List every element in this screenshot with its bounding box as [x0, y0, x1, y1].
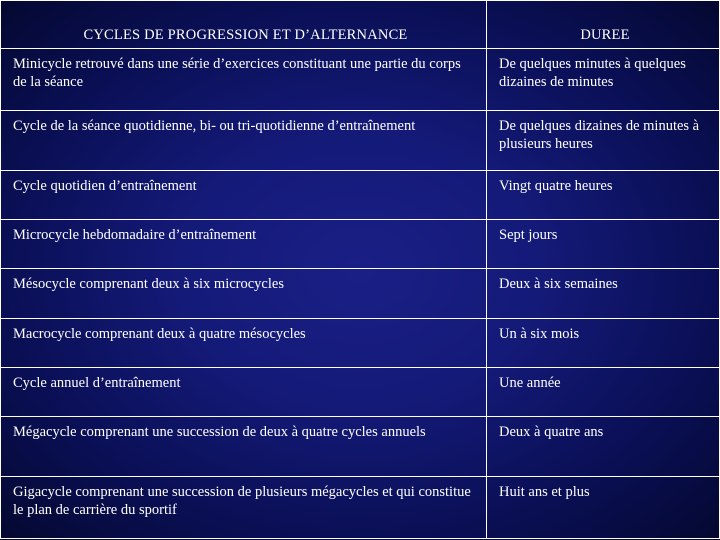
duration-cell: De quelques minutes à quelques dizaines de minutes: [487, 49, 720, 111]
cycle-cell: Cycle de la séance quotidienne, bi- ou tri-quotidienne d’entraînement: [1, 111, 487, 170]
duration-cell: De quelques dizaines de minutes à plusieurs heures: [487, 111, 720, 170]
duration-cell: Un à six mois: [487, 318, 720, 367]
table-row: [1, 476, 720, 538]
table-row: [1, 269, 720, 318]
table-row: [1, 111, 720, 170]
table-row: [1, 417, 720, 476]
table-row: [1, 170, 720, 219]
duration-cell: Deux à six semaines: [487, 269, 720, 318]
table-row: [1, 318, 720, 367]
cycle-cell: Gigacycle comprenant une succession de plusieurs mégacycles et qui constitue le plan de carrière du sportif: [1, 476, 487, 538]
header-duree: DUREE: [487, 1, 720, 49]
duration-cell: Sept jours: [487, 220, 720, 269]
cycle-cell: Mésocycle comprenant deux à six microcycles: [1, 269, 487, 318]
cycle-cell: Cycle quotidien d’entraînement: [1, 170, 487, 219]
table-row: [1, 49, 720, 111]
cycle-cell: Macrocycle comprenant deux à quatre mésocycles: [1, 318, 487, 367]
table-row: [1, 367, 720, 416]
table-row: [1, 220, 720, 269]
cycle-cell: Cycle annuel d’entraînement: [1, 367, 487, 416]
header-cycles: CYCLES DE PROGRESSION ET D’ALTERNANCE: [1, 1, 487, 49]
cycle-cell: Microcycle hebdomadaire d’entraînement: [1, 220, 487, 269]
duration-cell: Huit ans et plus: [487, 476, 720, 538]
table-header-row: [1, 1, 720, 49]
duration-cell: Une année: [487, 367, 720, 416]
duration-cell: Deux à quatre ans: [487, 417, 720, 476]
cycle-cell: Minicycle retrouvé dans une série d’exercices constituant une partie du corps de la séance: [1, 49, 487, 111]
cycle-cell: Mégacycle comprenant une succession de deux à quatre cycles annuels: [1, 417, 487, 476]
duration-cell: Vingt quatre heures: [487, 170, 720, 219]
